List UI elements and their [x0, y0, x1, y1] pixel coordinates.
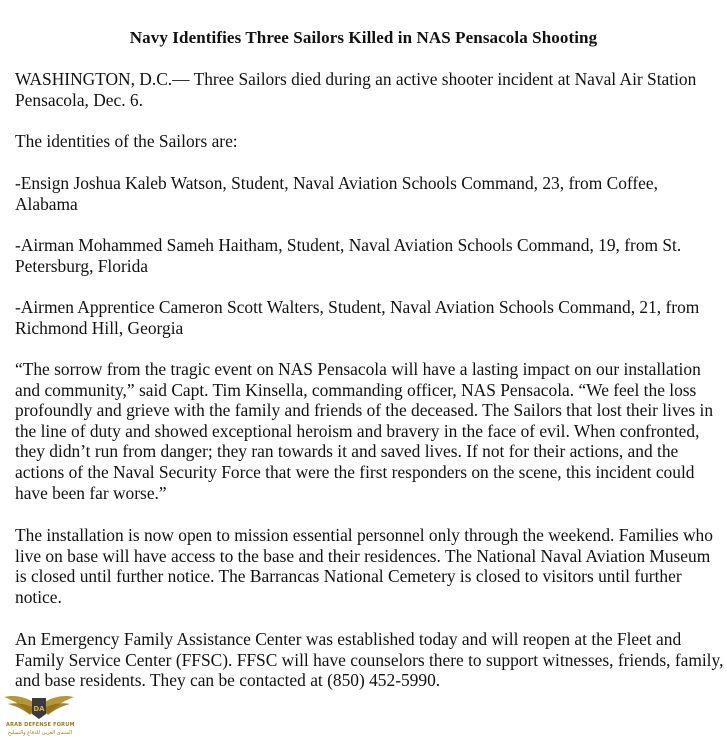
text-line: profoundly and grieve with the family and friends of the deceased. The Sailors that lost their lives in — [15, 400, 714, 421]
text-line: Petersburg, Florida — [15, 255, 148, 276]
paragraph-assistance-center — [15, 629, 723, 691]
text-line: Alabama — [15, 193, 78, 214]
paragraph-dateline — [15, 69, 696, 110]
paragraph-sailor-3 — [15, 297, 699, 338]
document-title: Navy Identifies Three Sailors Killed in NAS Pensacola Shooting — [129, 28, 598, 47]
text-line: The installation is now open to mission essential personnel only through the weekend. Families who — [15, 525, 713, 545]
text-line: Pensacola, Dec. 6. — [15, 89, 143, 110]
text-line: WASHINGTON, D.C.— Three Sailors died during an active shooter incident at Naval Air Station — [15, 69, 697, 89]
text-line: The identities of the Sailors are: — [15, 131, 238, 151]
text-line: An Emergency Family Assistance Center was established today and will reopen at the Fleet and — [15, 629, 682, 649]
text-line: and community,” said Capt. Tim Kinsella, commanding officer, NAS Pensacola. “We feel the loss — [15, 379, 697, 400]
watermark-subtitle: المنتدى العربي للدفاع والتسليح — [7, 730, 73, 736]
text-line: they didn’t run from danger; they ran towards it and saved lives. If not for their actions, and the — [15, 441, 679, 462]
text-line: and base residents. They can be contacted at (850) 452-5990. — [15, 670, 441, 691]
paragraph-installation-status — [15, 525, 713, 607]
paragraph-sailor-1 — [15, 173, 658, 214]
text-line: have been far worse.” — [15, 482, 167, 503]
badge-text: DA — [33, 705, 45, 713]
paragraph-identities-intro — [15, 131, 238, 152]
text-line: live on base will have access to the base and their residences. The National Naval Aviation Museum — [15, 545, 711, 566]
text-line: Family Service Center (FFSC). FFSC will have counselors there to support witnesses, friends, family, — [15, 649, 724, 670]
text-line: -Ensign Joshua Kaleb Watson, Student, Naval Aviation Schools Command, 23, from Coffee, — [15, 173, 658, 193]
paragraph-quote — [15, 359, 713, 503]
text-line: -Airmen Apprentice Cameron Scott Walters, Student, Naval Aviation Schools Command, 21, from — [15, 297, 700, 317]
watermark-name: ARAB DEFENSE FORUM — [6, 722, 75, 728]
text-line: actions of the Naval Security Force that were the first responders on the scene, this incident could — [15, 461, 695, 482]
text-line: “The sorrow from the tragic event on NAS Pensacola will have a lasting impact on our installation — [15, 359, 701, 379]
text-line: -Airman Mohammed Sameh Haitham, Student, Naval Aviation Schools Command, 19, from St. — [15, 235, 682, 255]
text-line: Richmond Hill, Georgia — [15, 317, 184, 338]
text-line: the line of duty and showed exceptional heroism and bravery in the face of evil. When confronted, — [15, 420, 700, 441]
text-line: notice. — [15, 586, 62, 607]
text-line: is closed until further notice. The Barrancas National Cemetery is closed to visitors until further — [15, 566, 682, 587]
paragraph-sailor-2 — [15, 235, 681, 276]
